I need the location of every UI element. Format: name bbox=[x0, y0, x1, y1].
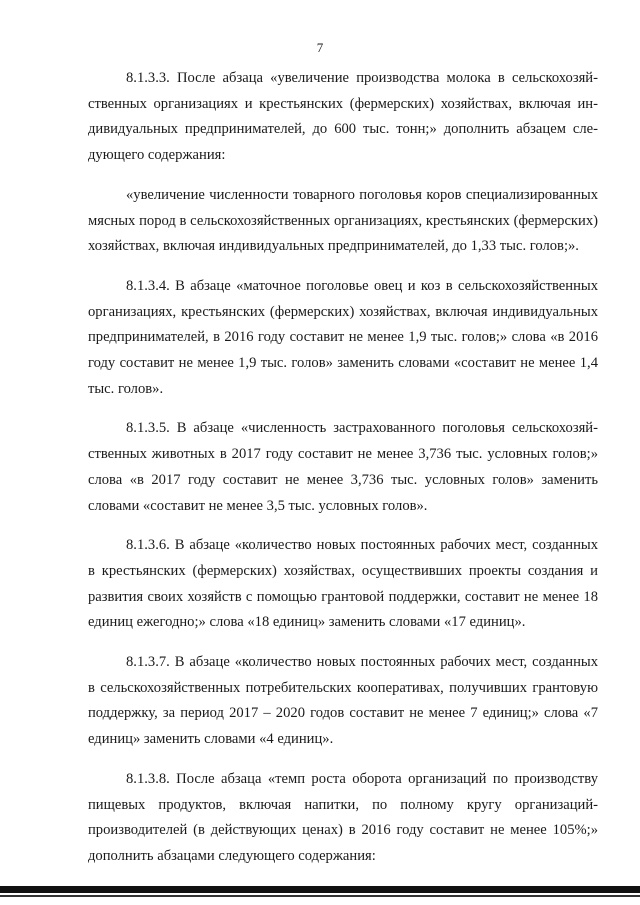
document-body bbox=[88, 66, 598, 884]
paragraph-8-1-3-3: 8.1.3.3. После абзаца «увеличение производства молока в сельскохозяйственных организациях и крестьянских (фермерских) хозяйствах, включая индивидуальных предпринимателей, до 600 тыс. тонн;» дополнить абзацем следующего содержания: bbox=[88, 70, 598, 164]
paragraph-8-1-3-4: 8.1.3.4. В абзаце «маточное поголовье овец и коз в сельскохозяйственных организациях, крестьянских (фермерских) хозяйствах, включая индивидуальных предпринимателей, в 2016 году составит не менее 1,9 тыс. голов;» слова «в 2016 году составит не менее 1,9 тыс. голов» заменить словами «составит не менее 1,4 тыс. голов». bbox=[88, 277, 598, 397]
paragraph-8-1-3-6: 8.1.3.6. В абзаце «количество новых постоянных рабочих мест, созданных в крестьянских (фермерских) хозяйствах, осуществивших проекты создания и развития своих хозяйств с помощью грантовой поддержки, составит не менее 18 единиц ежегодно;» слова «18 единиц» заменить словами «17 единиц». bbox=[88, 537, 598, 631]
bottom-scan-rule bbox=[0, 886, 640, 893]
paragraph-quote-cattle: «увеличение численности товарного поголовья коров специализированных мясных пород в сельскохозяйственных организациях, крестьянских (фермерских) хозяйствах, включая индивидуальных предпринимателей, до 1,33 тыс. голов;». bbox=[88, 186, 598, 255]
bottom-scan-rule-thin bbox=[0, 895, 640, 897]
page-number: 7 bbox=[316, 40, 324, 55]
paragraph-8-1-3-8: 8.1.3.8. После абзаца «темп роста оборота организаций по производству пищевых продуктов, включая напитки, по полному кругу организаций-производителей (в действующих ценах) в 2016 году составит не менее 105%;» дополнить абзацами следующего содержания: bbox=[88, 770, 598, 864]
paragraph-8-1-3-7: 8.1.3.7. В абзаце «количество новых постоянных рабочих мест, созданных в сельскохозяйственных потребительских кооперативах, получивших грантовую поддержку, за период 2017 – 2020 годов составит не менее 7 единиц;» слова «7 единиц» заменить словами «4 единиц». bbox=[88, 654, 598, 748]
paragraph-8-1-3-5: 8.1.3.5. В абзаце «численность застрахованного поголовья сельскохозяйственных животных в 2017 году составит не менее 3,736 тыс. условных голов;» слова «в 2017 году составит не менее 3,736 тыс. условных голов» заменить словами «составит не менее 3,5 тыс. условных голов». bbox=[88, 420, 598, 514]
